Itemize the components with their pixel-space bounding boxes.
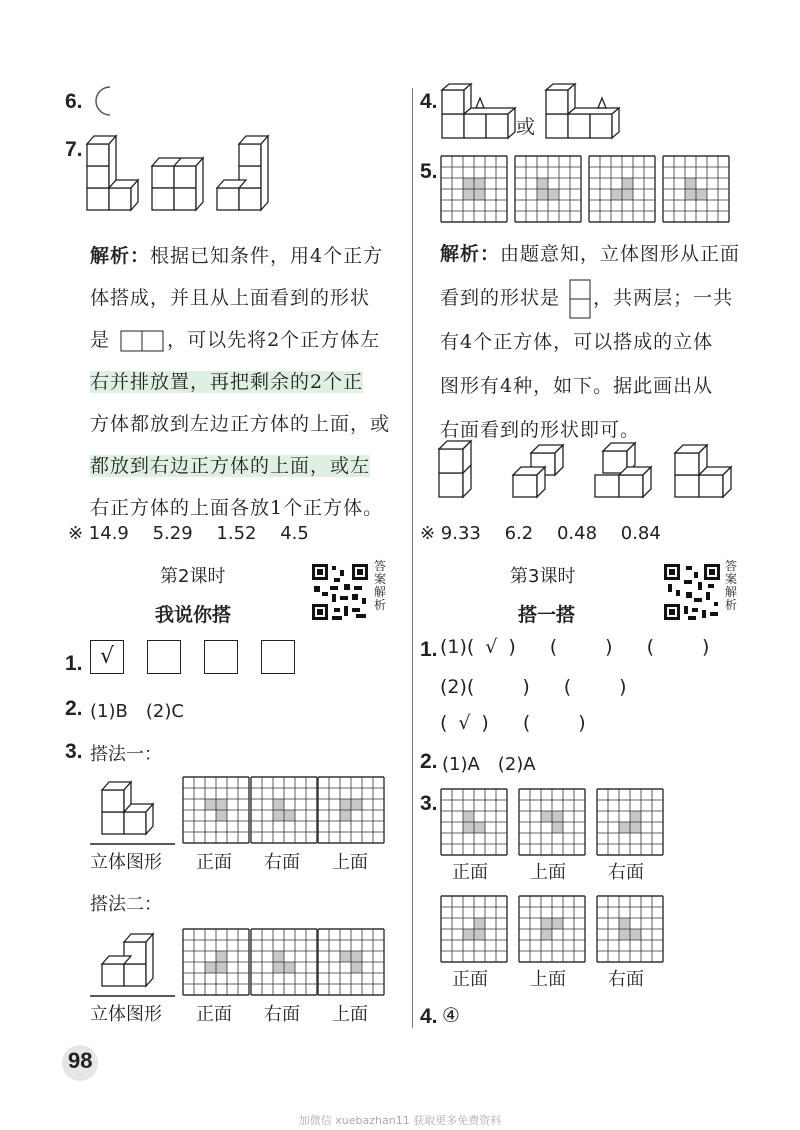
shaded-cell <box>630 822 641 833</box>
l3-a4-text: ④ <box>442 1003 460 1027</box>
q5-line-4: 图形有4种，如下。据此画出从 <box>440 375 714 397</box>
answer-box <box>204 640 238 674</box>
grid-svg <box>250 928 318 996</box>
shaded-cell <box>552 918 563 929</box>
shaded-cell <box>537 189 548 200</box>
l2-a2-number: 2. <box>65 697 83 720</box>
answer-box <box>147 640 181 674</box>
method1-label: 搭法一： <box>90 744 162 765</box>
q5-line-5: 右面看到的形状即可。 <box>440 419 641 441</box>
shaded-cell <box>463 189 474 200</box>
shaded-cell <box>205 799 216 810</box>
grid-right-view <box>440 155 508 227</box>
q4-number: 4. <box>420 90 438 113</box>
grid-right-view <box>662 155 730 227</box>
l2-a3-number: 3. <box>65 740 83 763</box>
shaded-cell <box>463 811 474 822</box>
q7-line-4: 右并排放置，再把剩余的2个正 <box>90 371 364 393</box>
q7-exp-label: 解析： <box>90 245 151 267</box>
shaded-cell <box>216 810 227 821</box>
answer-box <box>261 640 295 674</box>
shaded-cell <box>474 822 485 833</box>
shaded-cell <box>340 951 351 962</box>
q7-number: 7. <box>65 138 83 161</box>
shaded-cell <box>619 822 630 833</box>
q5-shape-two-stacked <box>569 279 591 319</box>
q5-explanation <box>440 232 750 452</box>
shaded-cell <box>685 189 696 200</box>
shaded-cell <box>284 810 295 821</box>
grid-right-view <box>250 928 318 1000</box>
q7-line-7: 右正方体的上面各放1个正方体。 <box>90 497 384 519</box>
shaded-cell <box>619 918 630 929</box>
grid-top-view <box>317 928 385 1000</box>
label-front: 正面 <box>452 969 488 990</box>
shaded-cell <box>474 929 485 940</box>
shaded-cell <box>622 189 633 200</box>
q5-cube-figures <box>435 435 735 505</box>
grid-svg <box>317 928 385 996</box>
l2-a1-boxes <box>90 640 295 674</box>
qr-code-icon[interactable] <box>310 562 370 622</box>
grid-svg <box>588 155 656 223</box>
label-top: 上面 <box>530 862 566 883</box>
grid-svg <box>182 776 250 844</box>
grid-svg <box>518 788 586 856</box>
label-front: 正面 <box>452 862 488 883</box>
grid-svg <box>250 776 318 844</box>
shaded-cell <box>474 178 485 189</box>
q7-line-3a: 是 <box>90 329 111 351</box>
answer-box: √ <box>90 640 124 674</box>
shaded-cell <box>685 178 696 189</box>
grid-front-view <box>182 776 250 848</box>
grid-top-view <box>518 788 586 860</box>
q5-exp-label: 解析： <box>440 243 501 265</box>
label-top: 上面 <box>332 852 368 873</box>
lesson2-answer-side-label: 答 案 解 析 <box>373 559 386 612</box>
shaded-cell <box>541 918 552 929</box>
label-right: 右面 <box>264 852 300 873</box>
shaded-cell <box>273 810 284 821</box>
shaded-cell <box>552 811 563 822</box>
shaded-cell <box>548 189 559 200</box>
label-front: 正面 <box>196 1004 232 1025</box>
q4-or: 或 <box>516 116 536 138</box>
right-ref-numbers: ※ 9.33 6.2 0.48 0.84 <box>420 523 661 544</box>
label-right: 右面 <box>608 862 644 883</box>
grid-front-view <box>440 788 508 860</box>
l2-a1-number: 1. <box>65 652 83 675</box>
footer-watermark: 加微信 xuebazhan11 获取更多免费资料 <box>298 1114 502 1127</box>
label-right: 右面 <box>608 969 644 990</box>
lesson3-answer-side-label: 答 案 解 析 <box>724 559 737 612</box>
grid-top-view <box>518 895 586 967</box>
shaded-cell <box>696 189 707 200</box>
shaded-cell <box>474 918 485 929</box>
column-divider <box>412 88 413 1028</box>
q5-line-2b: ，共两层；一共 <box>593 287 734 309</box>
shaded-cell <box>463 822 474 833</box>
q5-line-1: 由题意知，立体图形从正面 <box>500 243 741 265</box>
q7-shape-two-squares <box>120 330 164 352</box>
lesson2-subtitle: 我说你搭 <box>155 604 232 626</box>
shaded-cell <box>630 811 641 822</box>
grid-svg <box>518 895 586 963</box>
crescent-moon-icon <box>92 85 122 117</box>
shaded-cell <box>541 929 552 940</box>
q7-line-5: 方体都放到左边正方体的上面，或 <box>90 413 391 435</box>
shaded-cell <box>619 929 630 940</box>
qr-code-icon[interactable] <box>662 562 722 622</box>
l3-a4-number: 4. <box>420 1005 438 1028</box>
label-front: 正面 <box>196 852 232 873</box>
shaded-cell <box>205 962 216 973</box>
l3-a1-number: 1. <box>420 638 438 661</box>
grid-right-view <box>596 788 664 860</box>
grid-right-view <box>514 155 582 227</box>
left-ref-numbers: ※ 14.9 5.29 1.52 4.5 <box>68 523 309 544</box>
label-top: 上面 <box>530 969 566 990</box>
q5-line-2a: 看到的形状是 <box>440 287 561 309</box>
grid-svg <box>514 155 582 223</box>
shaded-cell <box>284 962 295 973</box>
q7-line-6: 都放到右边正方体的上面，或左 <box>90 455 371 477</box>
shaded-cell <box>622 178 633 189</box>
grid-svg <box>440 895 508 963</box>
shaded-cell <box>273 962 284 973</box>
l3-a3-number: 3. <box>420 792 438 815</box>
grid-top-view <box>317 776 385 848</box>
grid-right-view <box>596 895 664 967</box>
page-number: 98 <box>68 1048 93 1073</box>
q5-number: 5. <box>420 160 438 183</box>
q7-line-3b: ，可以先将2个正方体左 <box>167 329 381 351</box>
shaded-cell <box>351 962 362 973</box>
method2-label: 搭法二： <box>90 894 162 915</box>
grid-svg <box>596 895 664 963</box>
q5-line-3: 有4个正方体，可以搭成的立体 <box>440 331 714 353</box>
shaded-cell <box>463 929 474 940</box>
shaded-cell <box>351 951 362 962</box>
shaded-cell <box>340 799 351 810</box>
shaded-cell <box>474 189 485 200</box>
q7-cube-figures <box>82 130 282 215</box>
shaded-cell <box>552 822 563 833</box>
grid-svg <box>596 788 664 856</box>
shaded-cell <box>273 799 284 810</box>
shaded-cell <box>216 962 227 973</box>
q7-line-2: 体搭成，并且从上面看到的形状 <box>90 287 371 309</box>
label-solid-figure: 立体图形 <box>90 852 162 873</box>
q7-line-1: 根据已知条件，用4个正方 <box>150 245 384 267</box>
lesson3-subtitle: 搭一搭 <box>518 604 576 626</box>
shaded-cell <box>351 799 362 810</box>
grid-svg <box>440 155 508 223</box>
shaded-cell <box>216 799 227 810</box>
q7-explanation <box>90 235 400 529</box>
grid-svg <box>662 155 730 223</box>
lesson2-title: 第2课时 <box>160 566 226 587</box>
shaded-cell <box>273 951 284 962</box>
l3-a1-row2: (2)( ) ( ) <box>440 676 627 698</box>
grid-right-view <box>588 155 656 227</box>
grid-front-view <box>182 928 250 1000</box>
l2-a2-text: (1)B (2)C <box>90 701 184 722</box>
grid-front-view <box>440 895 508 967</box>
grid-svg <box>182 928 250 996</box>
lesson3-title: 第3课时 <box>510 566 576 587</box>
grid-svg <box>440 788 508 856</box>
shaded-cell <box>216 951 227 962</box>
l3-a2-number: 2. <box>420 750 438 773</box>
grid-right-view <box>250 776 318 848</box>
method2-cube-figure <box>90 930 175 998</box>
shaded-cell <box>611 189 622 200</box>
method1-cube-figure <box>90 778 175 846</box>
shaded-cell <box>340 810 351 821</box>
l3-a1-row1: (1)( √ ) ( ) ( ) <box>440 636 710 658</box>
shaded-cell <box>537 178 548 189</box>
label-solid-figure: 立体图形 <box>90 1004 162 1025</box>
shaded-cell <box>630 929 641 940</box>
label-top: 上面 <box>332 1004 368 1025</box>
shaded-cell <box>463 178 474 189</box>
shaded-cell <box>541 811 552 822</box>
label-right: 右面 <box>264 1004 300 1025</box>
q6-number: 6. <box>65 90 83 113</box>
l3-a2-text: (1)A (2)A <box>442 754 536 775</box>
l3-a1-row3: ( √ ) ( ) <box>440 712 586 734</box>
grid-svg <box>317 776 385 844</box>
